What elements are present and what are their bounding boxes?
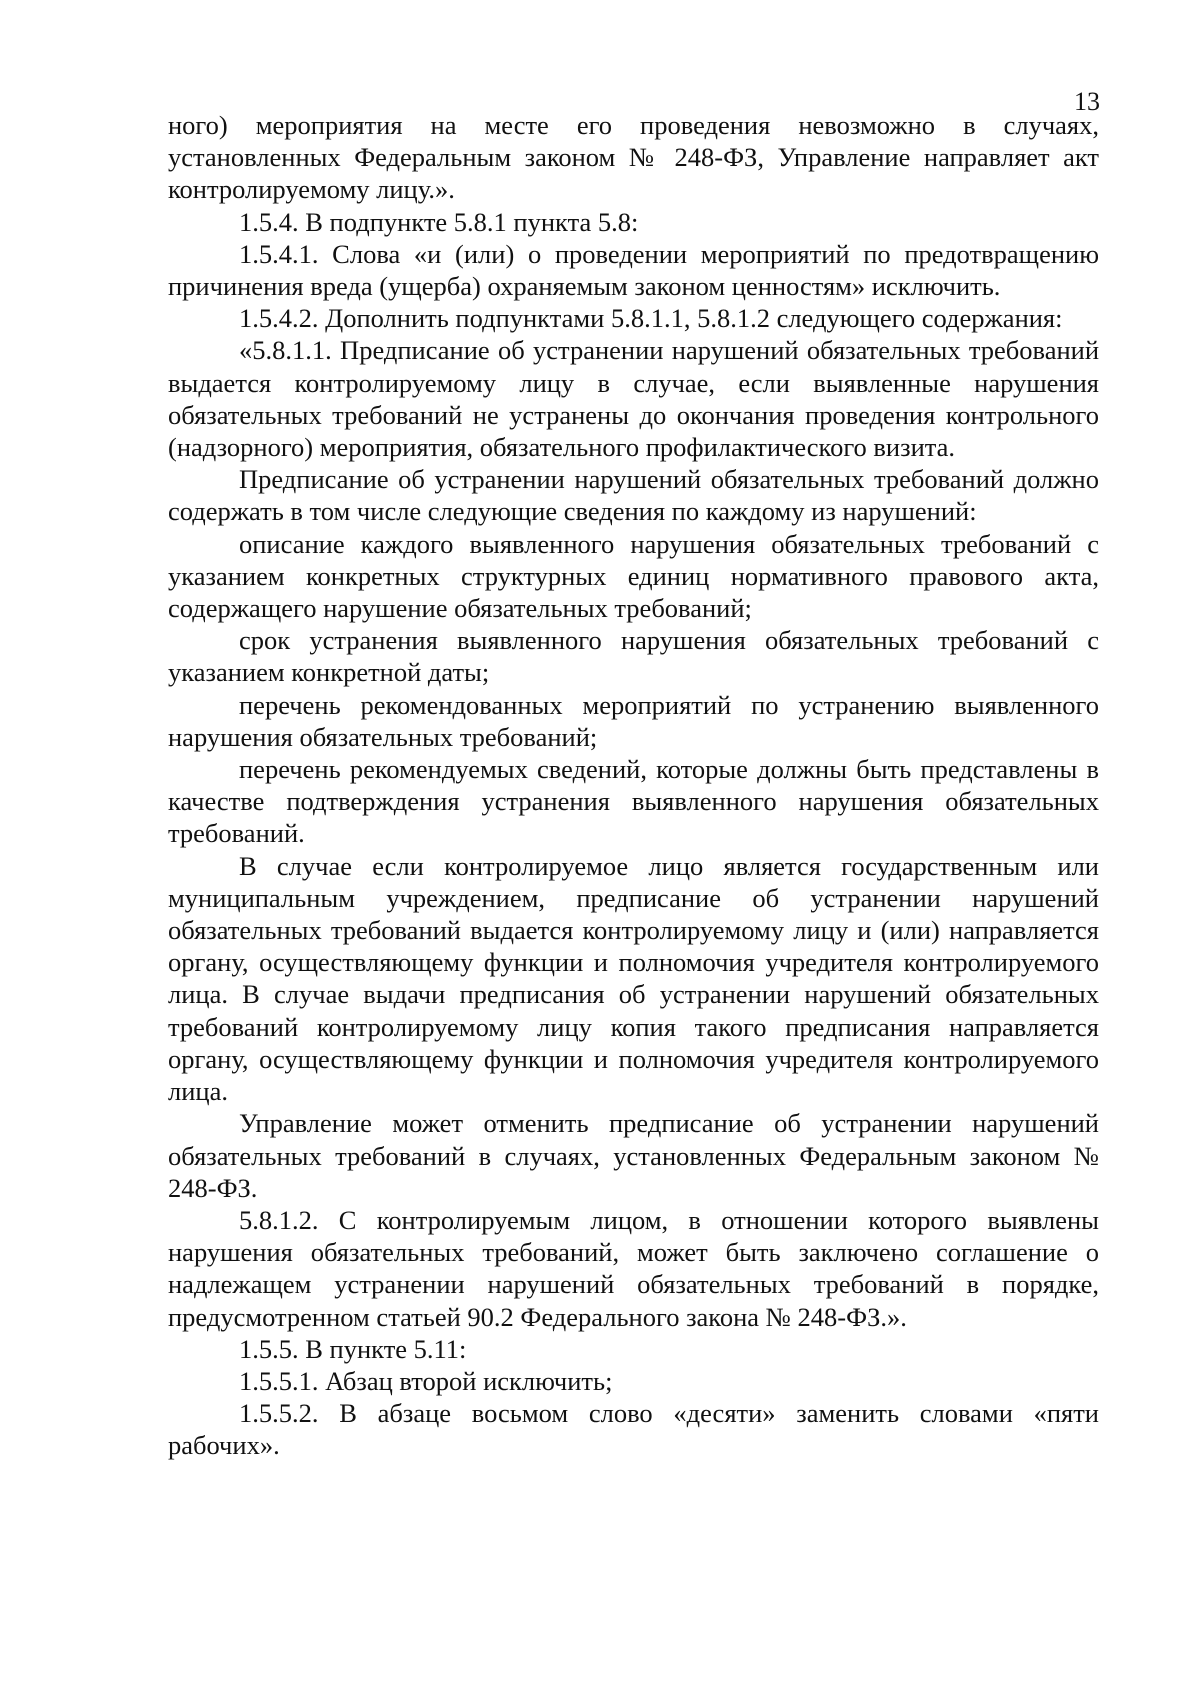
paragraph: В случае если контролируемое лицо является государственным или муниципальным учреждением, предписание об устранении нарушений обязательных требований выдается контролируемому лицу и (или) направляется органу, осуществляющему функции и полномочия учредителя контролируемого лица. В случае выдачи предписания об устранении нарушений обязательных требований контролируемому лицу копия такого предписания направляется органу, осуществляющему функции и полномочия учредителя контролируемого лица.	[168, 850, 1099, 1107]
paragraph: 1.5.4.1. Слова «и (или) о проведении мероприятий по предотвращению причинения вреда (ущерба) охраняемым законом ценностям» исключить.	[168, 238, 1099, 302]
paragraph: «5.8.1.1. Предписание об устранении нарушений обязательных требований выдается контролируемому лицу в случае, если выявленные нарушения обязательных требований не устранены до окончания проведения контрольного (надзорного) мероприятия, обязательного профилактического визита.	[168, 335, 1099, 463]
paragraph: 1.5.4. В подпункте 5.8.1 пункта 5.8:	[239, 206, 639, 237]
paragraph: срок устранения выявленного нарушения обязательных требований с указанием конкретной даты;	[168, 625, 1099, 688]
paragraph: 5.8.1.2. С контролируемым лицом, в отношении которого выявлены нарушения обязательных требований, может быть заключено соглашение о надлежащем устранении нарушений обязательных требований в порядке, предусмотренном статьей 90.2 Федерального закона № 248-ФЗ.».	[168, 1204, 1099, 1332]
paragraph-continuation: ного) мероприятия на месте его проведения невозможно в случаях, установленных Федеральным законом № 248-ФЗ, Управление направляет акт контролируемому лицу.».	[168, 110, 1099, 205]
paragraph: 1.5.5. В пункте 5.11:	[239, 1333, 467, 1364]
paragraph: перечень рекомендованных мероприятий по устранению выявленного нарушения обязательных требований;	[168, 689, 1099, 752]
paragraph: описание каждого выявленного нарушения обязательных требований с указанием конкретных структурных единиц нормативного правового акта, содержащего нарушение обязательных требований;	[168, 528, 1099, 624]
paragraph: Управление может отменить предписание об устранении нарушений обязательных требований в случаях, установленных Федеральным законом № 248-ФЗ.	[168, 1108, 1099, 1203]
paragraph: 1.5.5.1. Абзац второй исключить;	[239, 1365, 613, 1396]
page-number: 13	[1074, 87, 1100, 116]
paragraph: Предписание об устранении нарушений обязательных требований должно содержать в том числе следующие сведения по каждому из нарушений:	[168, 464, 1099, 527]
paragraph: 1.5.5.2. В абзаце восьмом слово «десяти» заменить словами «пяти рабочих».	[168, 1398, 1099, 1461]
document-body	[168, 109, 1099, 1462]
paragraph: перечень рекомендуемых сведений, которые должны быть представлены в качестве подтверждения устранения выявленного нарушения обязательных требований.	[168, 754, 1099, 849]
paragraph: 1.5.4.2. Дополнить подпунктами 5.8.1.1, 5.8.1.2 следующего содержания:	[239, 303, 1063, 334]
